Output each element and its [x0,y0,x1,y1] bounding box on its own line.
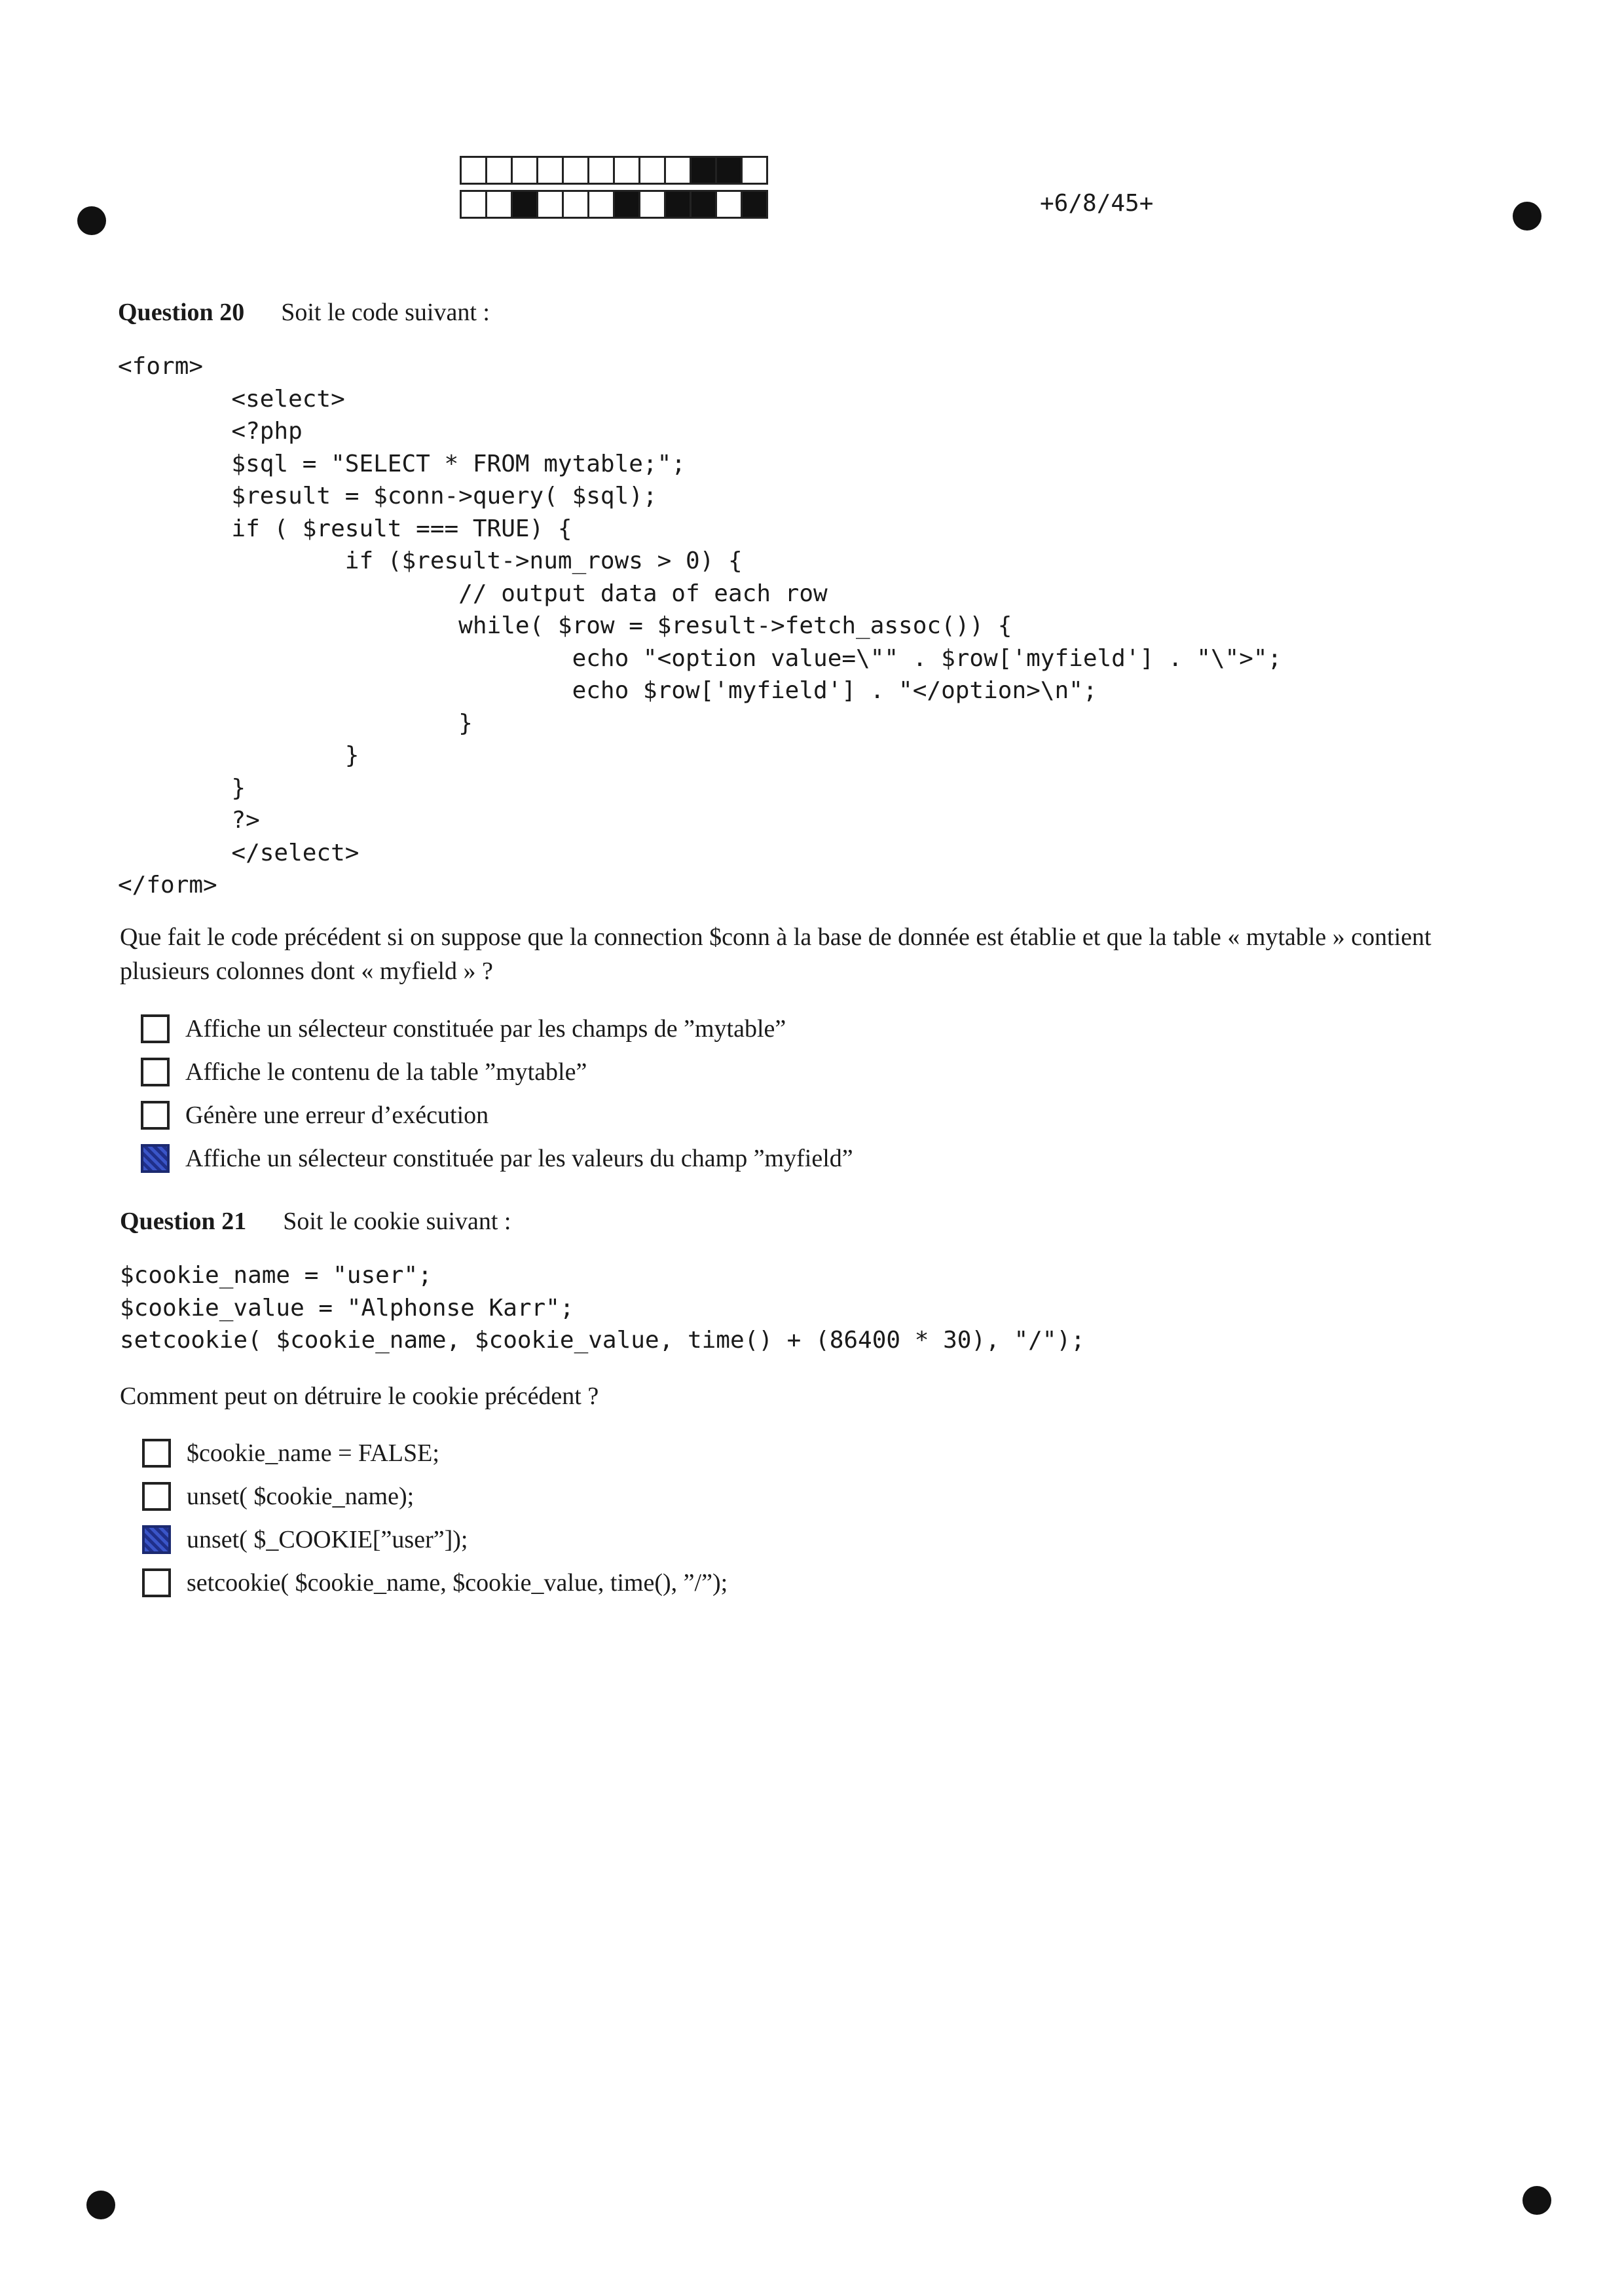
question-20-number: Question 20 [118,299,245,326]
checkbox[interactable] [141,1058,170,1086]
question-21-heading [120,1207,511,1236]
barcode-cell [562,156,589,185]
option-label: setcookie( $cookie_name, $cookie_value, time(), ”/”); [187,1569,728,1597]
question-21-options [142,1432,728,1604]
barcode-cell [460,156,487,185]
barcode-cell [664,190,692,219]
barcode-cell [536,156,564,185]
checkbox[interactable] [142,1482,171,1511]
option-label: Affiche un sélecteur constituée par les valeurs du champ ”myfield” [185,1145,853,1172]
barcode-cell [664,156,692,185]
checkbox[interactable] [141,1101,170,1130]
option-item[interactable] [142,1561,728,1604]
barcode-cell [638,156,666,185]
registration-marker-bottom-left [86,2191,115,2219]
option-label: unset( $_COOKIE[”user”]); [187,1526,468,1553]
barcode-row-bottom [462,190,768,219]
option-item[interactable] [142,1518,728,1561]
barcode-cell [485,190,513,219]
question-21-code: $cookie_name = "user"; $cookie_value = "Alphonse Karr"; setcookie( $cookie_name, $cookie_value, time() + (86400 * 30), "/"); [120,1262,1085,1354]
checkbox[interactable] [142,1568,171,1597]
question-20-prompt: Que fait le code précédent si on suppose que la connection $conn à la base de donnée est établie et que la table « mytable » contient plusieurs colonnes dont « myfield » ? [120,923,1431,985]
question-20-options [141,1007,853,1180]
question-21-intro: Soit le cookie suivant : [283,1208,511,1235]
barcode-cell [536,190,564,219]
checkbox-checked[interactable] [141,1144,170,1173]
barcode-cell [638,190,666,219]
option-label: Affiche un sélecteur constituée par les champs de ”mytable” [185,1015,786,1043]
registration-marker-top-left [77,206,106,235]
option-label: $cookie_name = FALSE; [187,1439,439,1467]
barcode-cell [715,156,743,185]
option-label: unset( $cookie_name); [187,1483,415,1510]
option-item[interactable] [141,1137,853,1180]
barcode-cell [587,190,615,219]
question-20-intro: Soit le code suivant : [281,299,490,326]
option-item[interactable] [142,1475,728,1518]
checkbox[interactable] [141,1014,170,1043]
question-20-code: <form> <select> <?php $sql = "SELECT * FROM mytable;"; $result = $conn->query( $sql); if ( $result === TRUE) { if ($result->num_rows > 0) { // output data of each row while( $row = $result->fetch_assoc()) { echo "<option value=\"" . $row['myfield'] . "\">"; echo $row['myfield'] . "</option>\n"; } } } ?> </select> </form> [118,353,1282,898]
option-item[interactable] [142,1432,728,1475]
option-item[interactable] [141,1050,853,1094]
option-item[interactable] [141,1094,853,1137]
barcode-row-top [462,156,768,185]
option-item[interactable] [141,1007,853,1050]
barcode-cell [741,190,768,219]
barcode-cell [460,190,487,219]
barcode-cell [690,156,717,185]
question-20-heading [118,298,490,327]
barcode-cell [485,156,513,185]
checkbox-checked[interactable] [142,1525,171,1554]
question-21-prompt: Comment peut on détruire le cookie précédent ? [120,1382,599,1410]
barcode-cell [511,156,538,185]
checkbox[interactable] [142,1439,171,1468]
barcode-cell [613,156,640,185]
barcode-cell [562,190,589,219]
barcode-cell [587,156,615,185]
barcode-cell [613,190,640,219]
barcode-cell [511,190,538,219]
registration-marker-top-right [1513,202,1541,231]
option-label: Génère une erreur d’exécution [185,1102,489,1129]
page-identifier: +6/8/45+ [1040,190,1154,217]
registration-marker-bottom-right [1522,2186,1551,2215]
barcode-cell [741,156,768,185]
question-21-number: Question 21 [120,1208,247,1235]
barcode-cell [715,190,743,219]
option-label: Affiche le contenu de la table ”mytable” [185,1058,587,1086]
barcode-cell [690,190,717,219]
